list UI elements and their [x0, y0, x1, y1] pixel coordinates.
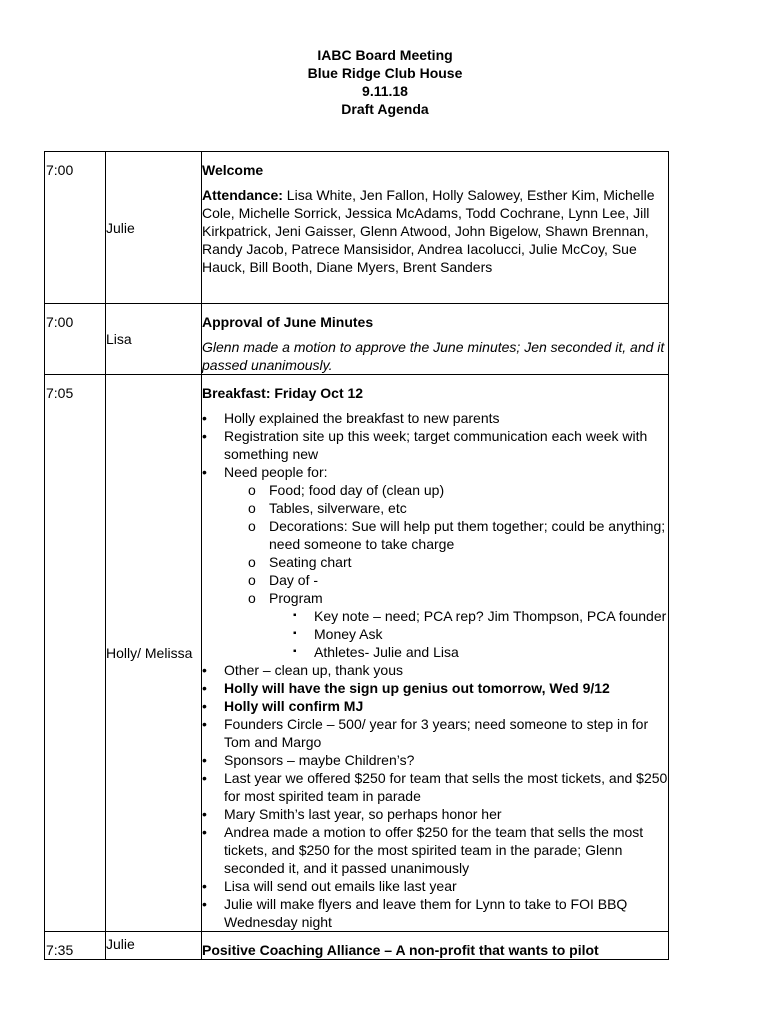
- bullet-icon: •: [202, 464, 207, 480]
- agenda-content: [202, 304, 669, 375]
- agenda-content: [202, 152, 669, 304]
- list-item: • Lisa will send out emails like last year: [202, 878, 457, 894]
- circle-bullet-icon: o: [248, 518, 256, 534]
- agenda-content: [202, 932, 669, 960]
- bullet-icon: •: [202, 428, 207, 444]
- agenda-row: [45, 304, 669, 375]
- bullet-icon: •: [202, 662, 207, 678]
- list-item: • Holly will have the sign up genius out tomorrow, Wed 9/12: [202, 680, 610, 696]
- document-subtitle: Draft Agenda: [341, 101, 429, 117]
- list-item: o Food; food day of (clean up): [248, 482, 445, 498]
- attendance-label: Attendance:: [202, 187, 283, 203]
- meeting-date: 9.11.18: [362, 83, 408, 99]
- list-item: • Registration site up this week; target communication each week with something new: [202, 428, 648, 462]
- bullet-icon: •: [202, 806, 207, 822]
- bullet-icon: •: [202, 878, 207, 894]
- square-bullet-icon: ▪: [293, 646, 297, 657]
- list-item: o Decorations: Sue will help put them together; could be anything; need someone to take charge: [248, 518, 666, 552]
- agenda-time: 7:35: [45, 932, 106, 960]
- list-item: • Julie will make flyers and leave them for Lynn to take to FOI BBQ Wednesday night: [202, 896, 628, 930]
- list-item: • Founders Circle – 500/ year for 3 years; need someone to step in for Tom and Margo: [202, 716, 649, 750]
- circle-bullet-icon: o: [248, 590, 256, 606]
- square-bullet-icon: ▪: [293, 610, 297, 621]
- agenda-row: [45, 375, 669, 932]
- list-item: • Holly will confirm MJ: [202, 698, 364, 714]
- minutes-motion-text: Glenn made a motion to approve the June minutes; Jen seconded it, and it passed unanimously.: [202, 339, 665, 373]
- bullet-icon: •: [202, 410, 207, 426]
- agenda-time: 7:00: [45, 152, 106, 304]
- agenda-presenter: Lisa: [106, 304, 202, 375]
- attendance-paragraph: [202, 186, 668, 276]
- bullet-icon: •: [202, 770, 207, 786]
- list-item: ▪ Money Ask: [293, 626, 383, 642]
- square-bullet-icon: ▪: [293, 628, 297, 639]
- bullet-icon: •: [202, 698, 207, 714]
- agenda-presenter: Julie: [106, 932, 202, 960]
- list-item: • Other – clean up, thank yous: [202, 662, 403, 678]
- section-title: Approval of June Minutes: [202, 314, 374, 330]
- bullet-icon: •: [202, 824, 207, 840]
- circle-bullet-icon: o: [248, 482, 256, 498]
- meeting-title: IABC Board Meeting: [317, 47, 453, 63]
- bullet-icon: •: [202, 680, 207, 696]
- list-item: ▪ Key note – need; PCA rep? Jim Thompson, PCA founder: [293, 608, 667, 624]
- section-title: Welcome: [202, 162, 264, 178]
- agenda-table: [44, 151, 669, 960]
- circle-bullet-icon: o: [248, 554, 256, 570]
- list-item: • Last year we offered $250 for team that sells the most tickets, and $250 for most spirited team in parade: [202, 770, 668, 804]
- circle-bullet-icon: o: [248, 500, 256, 516]
- document-header: [0, 46, 770, 118]
- attendance-list: Lisa White, Jen Fallon, Holly Salowey, Esther Kim, Michelle Cole, Michelle Sorrick, Jessica McAdams, Todd Cochrane, Lynn Lee, Jill Kirkpatrick, Jeni Gaisser, Glenn Atwood, John Bigelow, Shawn Brennan, Randy Jacob, Patrece Mansisidor, Andrea Iacolucci, Julie McCoy, Sue Hauck, Bill Booth, Diane Myers, Brent Sanders: [202, 187, 655, 275]
- list-item: • Mary Smith’s last year, so perhaps honor her: [202, 806, 502, 822]
- bullet-icon: •: [202, 896, 207, 912]
- agenda-content: [202, 375, 669, 932]
- section-title: Positive Coaching Alliance – A non-profit that wants to pilot: [202, 942, 599, 958]
- agenda-presenter: Holly/ Melissa: [106, 375, 202, 932]
- list-item: o Day of -: [248, 572, 319, 588]
- list-item: o Program ▪ Key note – need; PCA rep? Jim Thompson, PCA founder ▪ Money Ask ▪ Athletes- Julie and Lisa: [202, 589, 668, 661]
- circle-bullet-icon: o: [248, 572, 256, 588]
- list-item: • Andrea made a motion to offer $250 for the team that sells the most tickets, and $250 for the most spirited team in the parade; Glenn seconded it, and it passed unanimously: [202, 824, 644, 876]
- needs-sub-list: [202, 481, 668, 661]
- list-item: • Sponsors – maybe Children’s?: [202, 752, 415, 768]
- bullet-icon: •: [202, 716, 207, 732]
- program-sub-list: [202, 607, 668, 661]
- list-item: o Tables, silverware, etc: [248, 500, 407, 516]
- agenda-row: [45, 932, 669, 960]
- breakfast-bullet-list: [202, 409, 668, 931]
- agenda-time: 7:00: [45, 304, 106, 375]
- list-item: o Seating chart: [248, 554, 352, 570]
- agenda-time: 7:05: [45, 375, 106, 932]
- section-title: Breakfast: Friday Oct 12: [202, 385, 364, 401]
- list-item: • Need people for: o Food; food day of (clean up) o Tables, silverware, etc o Decorations: Sue will help put them together; could be anything; need someone to take charge o Seating chart o Day of - o Program ▪ Key note – need; PCA rep? Jim Thompson, PCA founder ▪ Money Ask ▪ Athletes- Julie and Lisa: [202, 464, 667, 660]
- meeting-location: Blue Ridge Club House: [307, 65, 463, 81]
- list-item: • Holly explained the breakfast to new parents: [202, 410, 500, 426]
- list-item: ▪ Athletes- Julie and Lisa: [293, 644, 459, 660]
- bullet-icon: •: [202, 752, 207, 768]
- agenda-presenter: Julie: [106, 152, 202, 304]
- agenda-row: [45, 152, 669, 304]
